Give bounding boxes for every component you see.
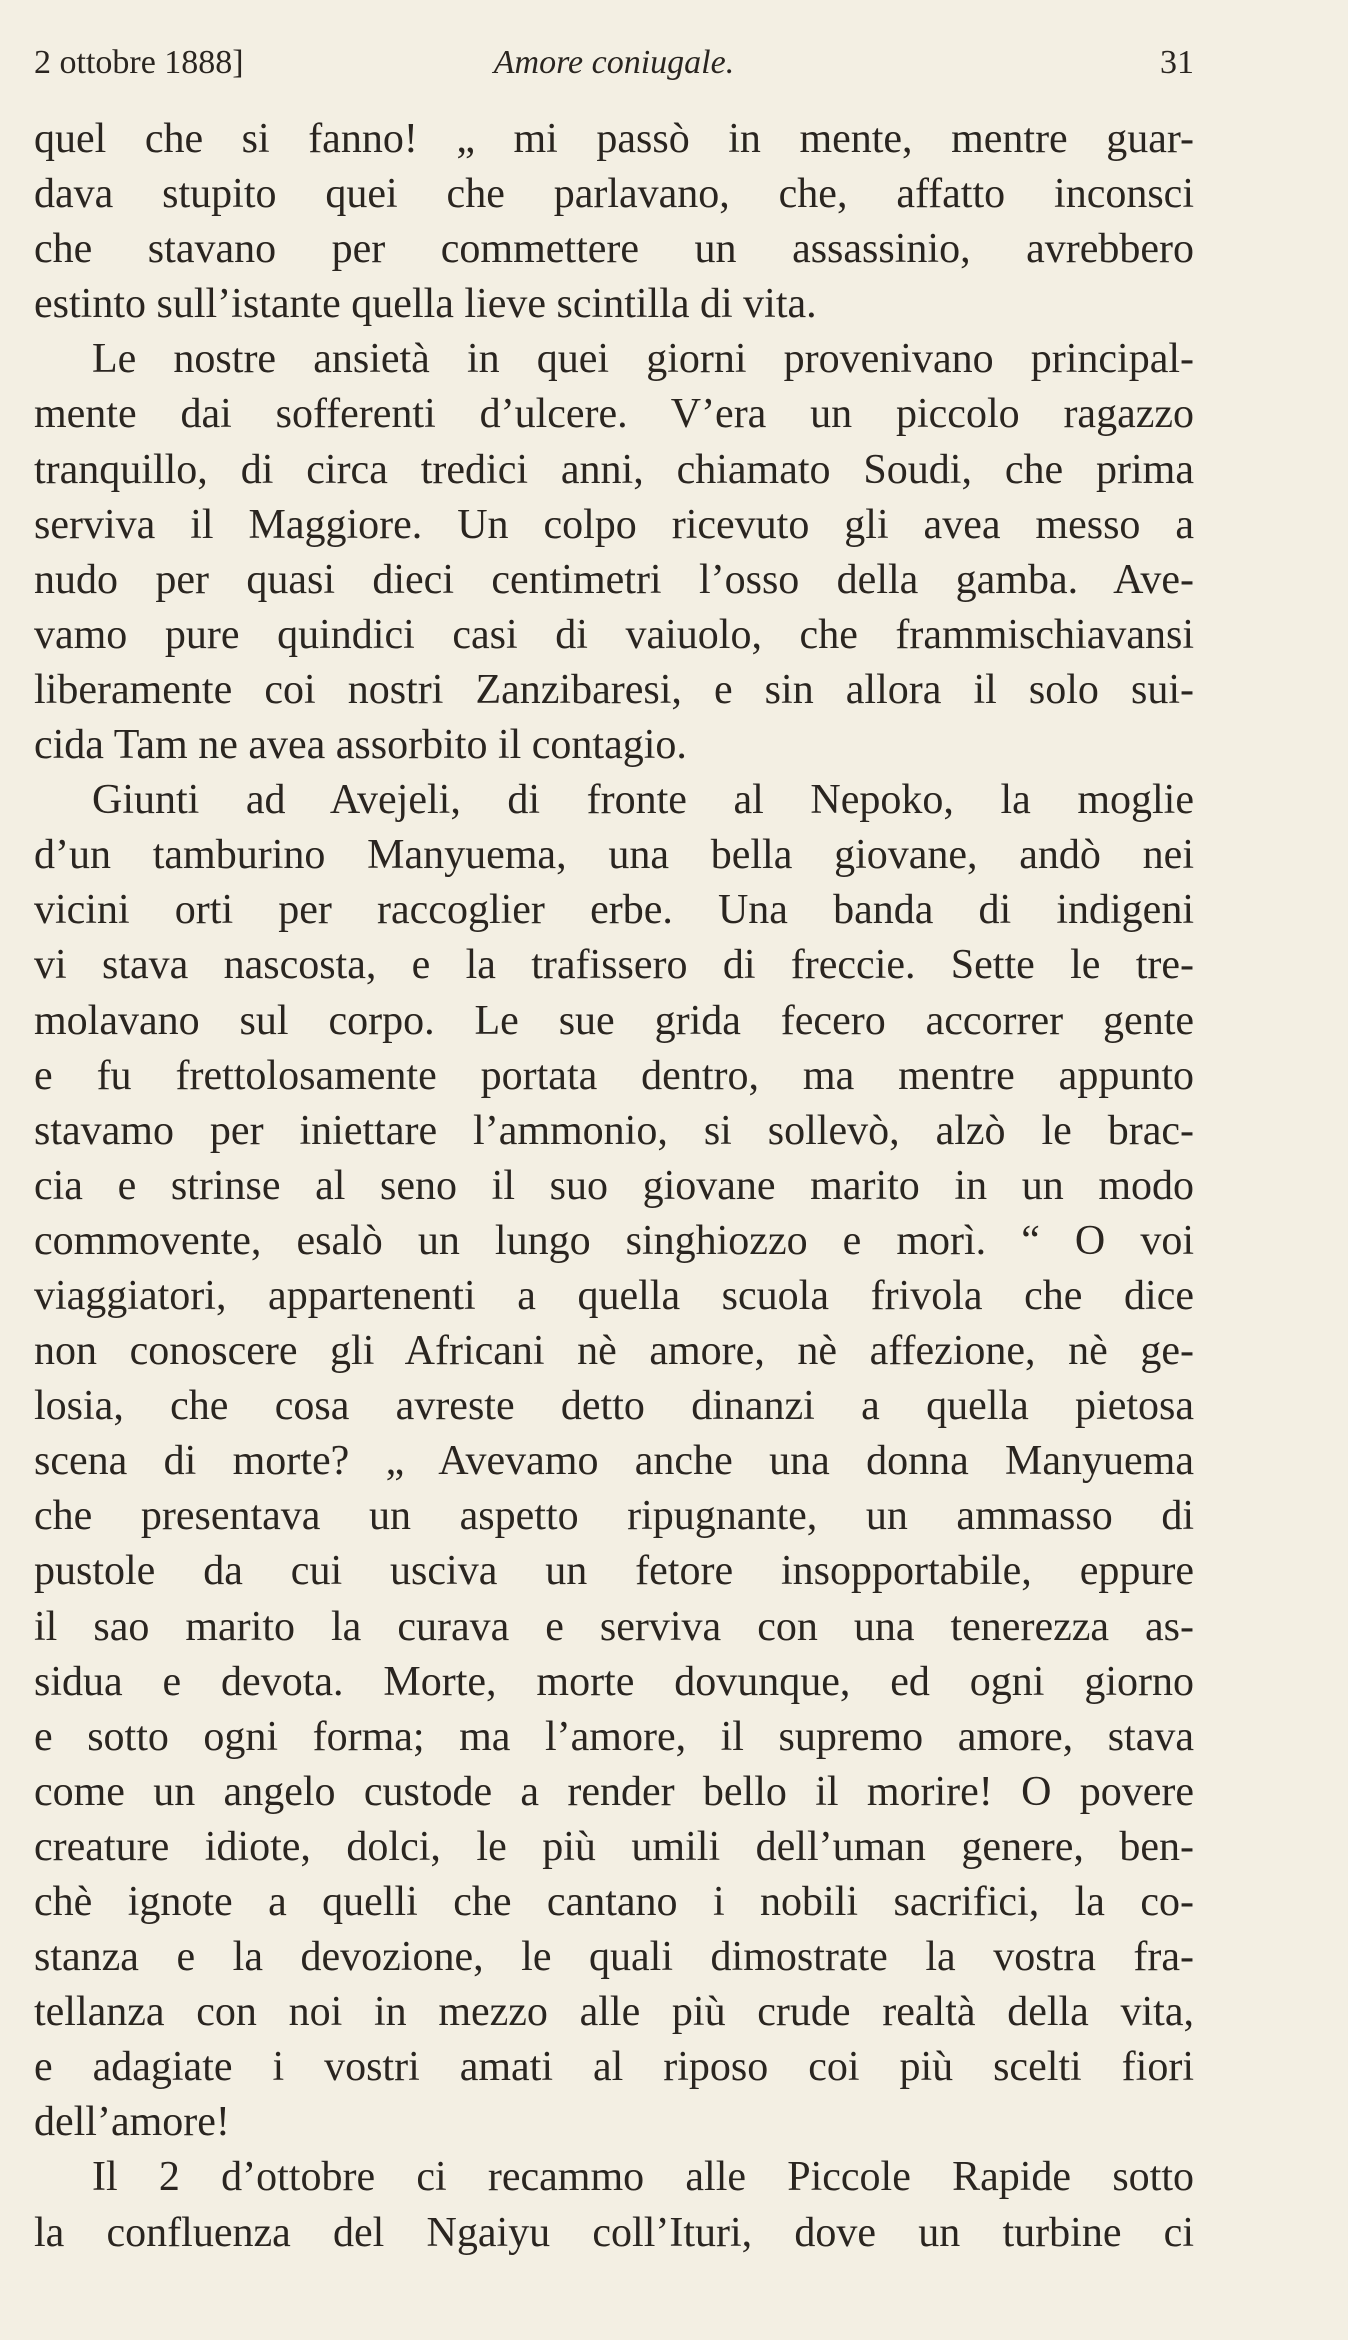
text-line: cida Tam ne avea assorbito il contagio.	[34, 722, 687, 769]
text-line: la confluenza del Ngaiyu coll’Ituri, dove un turbine ci	[34, 2209, 1194, 2256]
text-line: Il 2 d’ottobre ci recammo alle Piccole Rapide sotto	[92, 2154, 1194, 2201]
text-line: che stavano per commettere un assassinio, avrebbero	[34, 226, 1194, 273]
text-line: commovente, esalò un lungo singhiozzo e morì. “ O voi	[34, 1217, 1194, 1264]
text-line: sidua e devota. Morte, morte dovunque, ed ogni giorno	[34, 1658, 1194, 1705]
text-line: liberamente coi nostri Zanzibaresi, e sin allora il solo sui-	[34, 666, 1194, 713]
text-line: tranquillo, di circa tredici anni, chiamato Soudi, che prima	[34, 446, 1194, 493]
page-number: 31	[1160, 44, 1194, 81]
text-line: mente dai sofferenti d’ulcere. V’era un piccolo ragazzo	[34, 391, 1194, 438]
text-line: dava stupito quei che parlavano, che, affatto inconsci	[34, 171, 1194, 218]
text-line: quel che si fanno! „ mi passò in mente, mentre guar-	[34, 116, 1194, 162]
text-line: cia e strinse al seno il suo giovane marito in un modo	[34, 1162, 1194, 1209]
text-line: chè ignote a quelli che cantano i nobili sacrifici, la co-	[34, 1879, 1194, 1925]
text-line: dell’amore!	[34, 2099, 230, 2146]
text-line: il sao marito la curava e serviva con una tenerezza as-	[34, 1603, 1194, 1650]
text-line: serviva il Maggiore. Un colpo ricevuto gli avea messo a	[34, 501, 1194, 548]
text-line: tellanza con noi in mezzo alle più crude realtà della vita,	[34, 1989, 1194, 2036]
running-header	[34, 44, 1194, 96]
text-line: nudo per quasi dieci centimetri l’osso della gamba. Ave-	[34, 556, 1194, 603]
text-line: stanza e la devozione, le quali dimostrate la vostra fra-	[34, 1934, 1194, 1981]
text-line: e sotto ogni forma; ma l’amore, il supremo amore, stava	[34, 1713, 1194, 1760]
text-line: viaggiatori, appartenenti a quella scuola frivola che dice	[34, 1272, 1194, 1319]
text-line: losia, che cosa avreste detto dinanzi a quella pietosa	[34, 1383, 1194, 1430]
text-line: scena di morte? „ Avevamo anche una donna Manyuema	[34, 1438, 1194, 1485]
text-line: e adagiate i vostri amati al riposo coi più scelti fiori	[34, 2044, 1194, 2091]
text-line: che presentava un aspetto ripugnante, un ammasso di	[34, 1493, 1194, 1540]
text-line: stavamo per iniettare l’ammonio, si sollevò, alzò le brac-	[34, 1107, 1194, 1154]
text-line: non conoscere gli Africani nè amore, nè affezione, nè ge-	[34, 1328, 1194, 1375]
text-line: estinto sull’istante quella lieve scintilla di vita.	[34, 281, 817, 328]
text-line: e fu frettolosamente portata dentro, ma mentre appunto	[34, 1052, 1194, 1099]
text-line: Giunti ad Avejeli, di fronte al Nepoko, la moglie	[92, 777, 1194, 824]
text-line: vi stava nascosta, e la trafissero di freccie. Sette le tre-	[34, 942, 1194, 989]
text-line: vicini orti per raccoglier erbe. Una banda di indigeni	[34, 887, 1194, 934]
text-line: pustole da cui usciva un fetore insopportabile, eppure	[34, 1548, 1194, 1595]
text-line: molavano sul corpo. Le sue grida fecero accorrer gente	[34, 997, 1194, 1044]
header-date: 2 ottobre 1888]	[34, 44, 244, 81]
text-line: d’un tamburino Manyuema, una bella giovane, andò nei	[34, 832, 1194, 879]
text-line: vamo pure quindici casi di vaiuolo, che frammischiavansi	[34, 611, 1194, 658]
text-line: creature idiote, dolci, le più umili dell’uman genere, ben-	[34, 1823, 1194, 1870]
body-text	[34, 112, 1194, 2261]
text-line: Le nostre ansietà in quei giorni provenivano principal-	[92, 336, 1194, 383]
text-line: come un angelo custode a render bello il morire! O povere	[34, 1768, 1194, 1815]
header-title: Amore coniugale.	[493, 44, 735, 81]
